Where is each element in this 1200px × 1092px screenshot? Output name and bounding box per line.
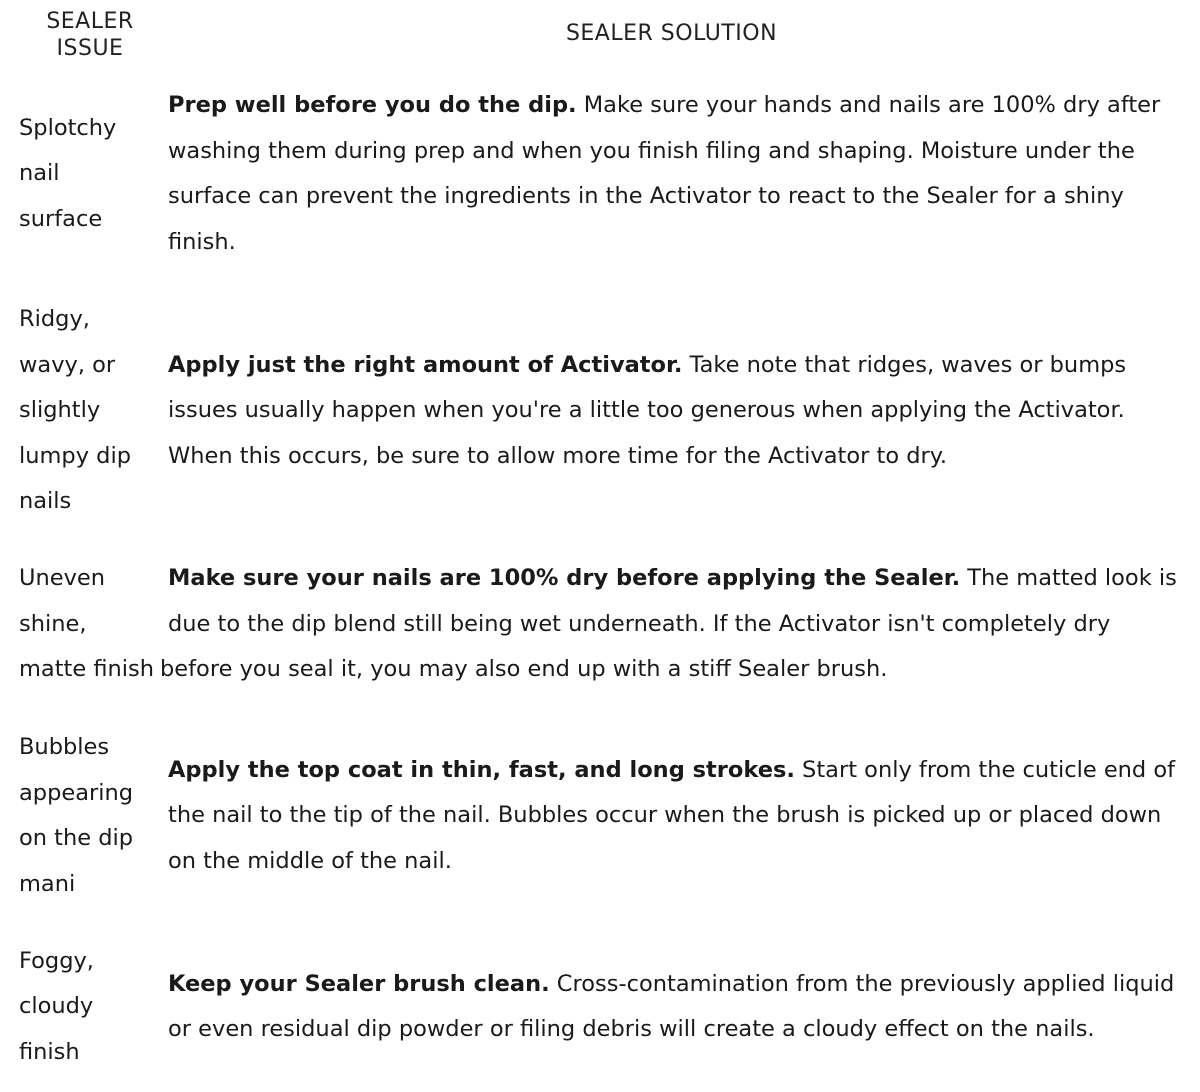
issue-cell [19, 82, 144, 266]
issue-text: Uneven [19, 565, 105, 591]
solution-text: Take note that ridges, waves or bumps issues usually happen when you're a little too generous when applying the Activator. When this occurs, be sure to allow more time for the Activator to dry. [168, 351, 1127, 469]
issue-text: Ridgy, wavy, or slightly lumpy dip nails [19, 306, 131, 515]
solution-text: due to the dip blend still being wet underneath. If the Activator isn't completely dry [168, 610, 1111, 637]
table-header [0, 0, 1200, 80]
solution-text: Make sure your hands and nails are 100% dry after washing them during prep and when you finish filing and shaping. Moisture under the surface can prevent the ingredients in the Activator to react to the Sealer for a shiny finish. [168, 92, 1161, 255]
issue-cell [19, 938, 129, 1076]
solution-text: before you seal it, you may also end up with a stiff Sealer brush. [160, 656, 888, 682]
table-row [0, 556, 1200, 694]
issue-cell [19, 724, 149, 908]
solution-bold-text: Prep well before you do the dip. [168, 92, 577, 118]
solution-column-header: SEALER SOLUTION [565, 21, 778, 46]
issue-text: shine, [19, 610, 87, 637]
solution-cell [168, 938, 1178, 1076]
solution-bold-text: Apply just the right amount of Activator. [168, 351, 683, 378]
solution-text: Start only from the cuticle end of the nail to the tip of the nail. Bubbles occur when the brush is picked up or placed down on the middle of the nail. [168, 756, 1176, 874]
table-row [0, 82, 1200, 266]
table-row [0, 724, 1200, 908]
issue-cell [19, 296, 144, 526]
solution-cell [168, 724, 1178, 908]
table-row [0, 296, 1200, 526]
solution-bold-text: Keep your Sealer brush clean. [168, 970, 550, 997]
solution-text: Cross-contamination from the previously applied liquid or even residual dip powder or filing debris will create a cloudy effect on the nails. [168, 970, 1175, 1042]
issue-column-header: SEALER ISSUE [46, 9, 134, 61]
issue-text: Splotchy nail surface [19, 114, 117, 232]
solution-cell [168, 82, 1178, 266]
table-row [0, 938, 1200, 1076]
issue-text: Foggy, cloudy finish [19, 947, 94, 1065]
solution-text: The matted look is [960, 565, 1177, 591]
solution-bold-text: Make sure your nails are 100% dry before applying the Sealer. [168, 565, 961, 591]
solution-cell [168, 296, 1178, 526]
solution-bold-text: Apply the top coat in thin, fast, and long strokes. [168, 756, 795, 783]
issue-text: Bubbles appearing on the dip mani [19, 734, 134, 897]
issue-text: matte finish [19, 656, 155, 682]
